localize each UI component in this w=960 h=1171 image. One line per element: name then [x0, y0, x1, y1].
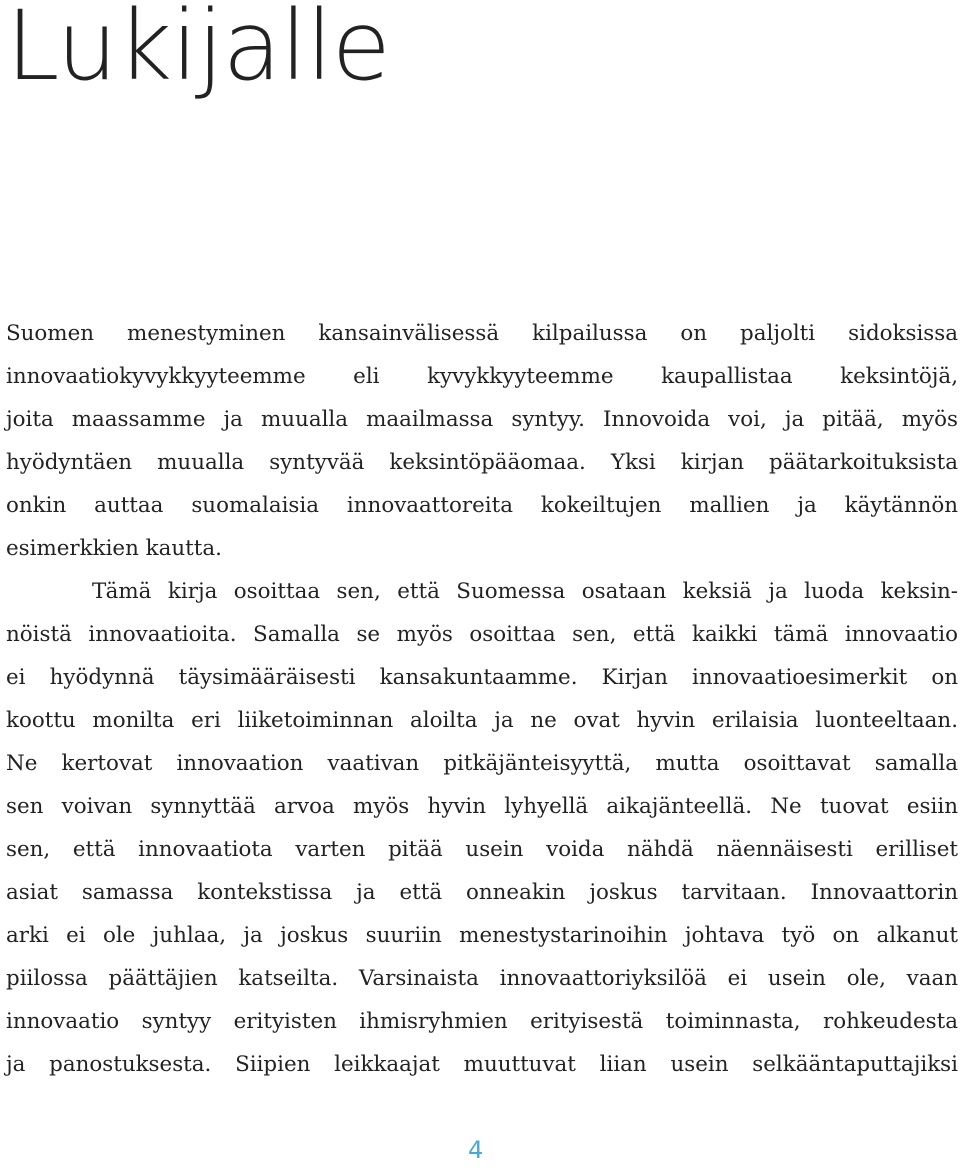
text-line: asiat samassa kontekstissa ja että onneakin joskus tarvitaan. Innovaattorin — [6, 880, 958, 905]
text-line: innovaatiokyvykkyyteemme eli kyvykkyyteemme kaupallistaa keksintöjä, — [6, 364, 958, 389]
text-line: joita maassamme ja muualla maailmassa syntyy. Innovoida voi, ja pitää, myös — [6, 407, 958, 432]
text-line: sen voivan synnyttää arvoa myös hyvin lyhyellä aikajänteellä. Ne tuovat esiin — [6, 794, 958, 819]
text-line: ei hyödynnä täysimääräisesti kansakuntaamme. Kirjan innovaatioesimerkit on — [6, 665, 958, 690]
page-number: 4 — [468, 1136, 484, 1164]
text-line: Suomen menestyminen kansainvälisessä kilpailussa on paljolti sidoksissa — [6, 321, 958, 346]
text-line: piilossa päättäjien katseilta. Varsinaista innovaattoriyksilöä ei usein ole, vaan — [6, 966, 958, 991]
text-line: Tämä kirja osoittaa sen, että Suomessa osataan keksiä ja luoda keksin- — [92, 579, 958, 604]
text-line: nöistä innovaatioita. Samalla se myös osoittaa sen, että kaikki tämä innovaatio — [6, 622, 958, 647]
page-title: Lukijalle — [6, 0, 390, 102]
text-line: innovaatio syntyy erityisten ihmisryhmien erityisestä toiminnasta, rohkeudesta — [6, 1009, 958, 1034]
text-line: koottu monilta eri liiketoiminnan aloilta ja ne ovat hyvin erilaisia luonteeltaan. — [6, 708, 958, 733]
text-line: hyödyntäen muualla syntyvää keksintöpääomaa. Yksi kirjan päätarkoituksista — [6, 450, 958, 475]
body-text — [6, 312, 958, 1086]
text-line: Ne kertovat innovaation vaativan pitkäjänteisyyttä, mutta osoittavat samalla — [6, 751, 958, 776]
text-line: onkin auttaa suomalaisia innovaattoreita kokeiltujen mallien ja käytännön — [6, 493, 958, 518]
text-line: ja panostuksesta. Siipien leikkaajat muuttuvat liian usein selkääntaputtajiksi — [6, 1052, 958, 1077]
text-line: sen, että innovaatiota varten pitää usein voida nähdä näennäisesti erilliset — [6, 837, 958, 862]
paragraph-2 — [6, 570, 958, 1086]
text-line: esimerkkien kautta. — [6, 536, 222, 561]
text-line: arki ei ole juhlaa, ja joskus suuriin menestystarinoihin johtava työ on alkanut — [6, 923, 958, 948]
paragraph-1 — [6, 312, 958, 570]
